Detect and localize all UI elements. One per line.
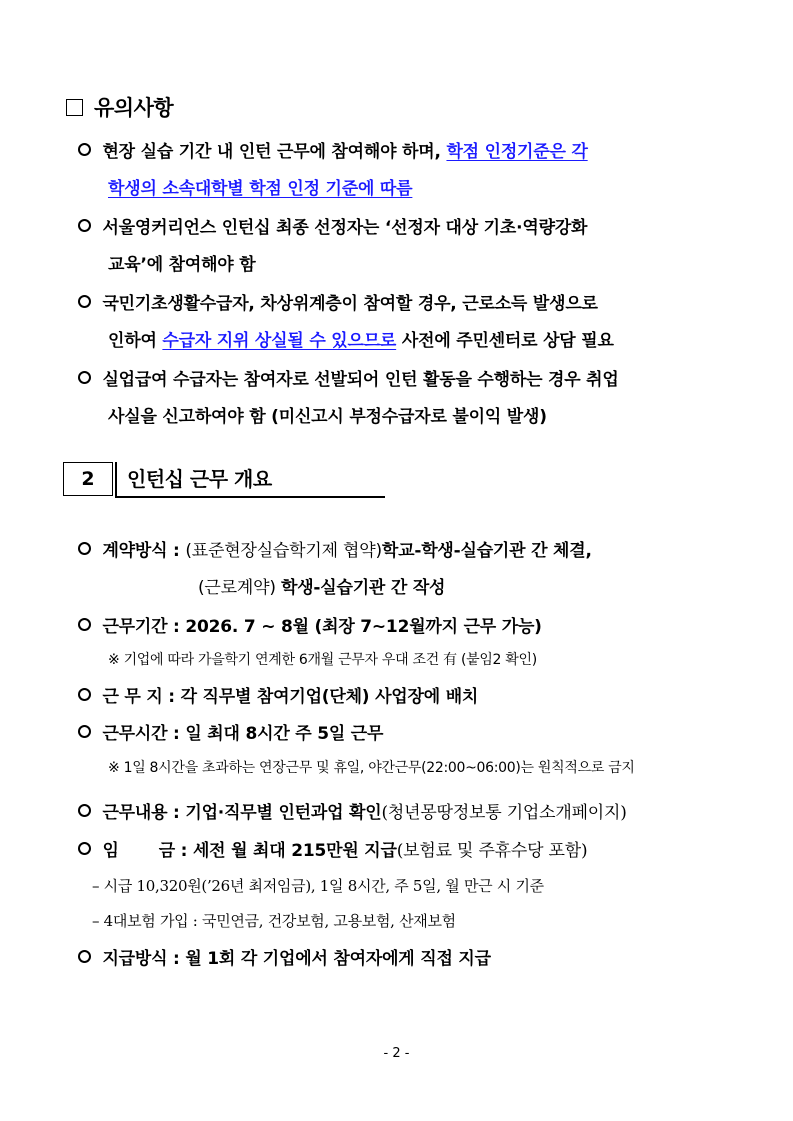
- notice-item-1-line1: 현장 실습 기간 내 인턴 근무에 참여해야 하며, 학점 인정기준은 각: [78, 137, 588, 162]
- wage-detail-2: – 4대보험 가입 : 국민연금, 건강보험, 고용보험, 산재보험: [92, 912, 456, 930]
- heading-underline: [115, 496, 385, 498]
- checkbox-square-icon: [66, 99, 83, 116]
- credit-criteria-highlight: 학점 인정기준은 각: [446, 142, 588, 162]
- notice-item-4-line2: 사실을 신고하여야 함 (미신고시 부정수급자로 불이익 발생): [108, 407, 547, 427]
- notice-item-3-line2: 인하여 수급자 지위 상실될 수 있으므로 사전에 주민센터로 상담 필요: [108, 331, 614, 351]
- notice-item-2-line1: 서울영커리언스 인턴십 최종 선정자는 ‘선정자 대상 기초·역량강화: [78, 213, 587, 238]
- wage: 임 금 : 세전 월 최대 215만원 지급(보험료 및 주휴수당 포함): [78, 836, 587, 861]
- work-period: 근무기간 : 2026. 7 ~ 8월 (최장 7~12월까지 근무 가능): [78, 612, 542, 637]
- heading-divider: [115, 462, 117, 496]
- circle-bullet-icon: [78, 725, 91, 738]
- work-hours-note: ※ 1일 8시간을 초과하는 연장근무 및 휴일, 야간근무(22:00~06:00)는 원칙적으로 금지: [108, 760, 635, 776]
- work-period-note: ※ 기업에 따라 가을학기 연계한 6개월 근무자 우대 조건 有 (붙임2 확인): [108, 652, 537, 668]
- circle-bullet-icon: [78, 219, 91, 232]
- work-duty: 근무내용 : 기업·직무별 인턴과업 확인(청년몽땅정보통 기업소개페이지): [78, 798, 627, 823]
- notice-item-3-line1: 국민기초생활수급자, 차상위계층이 참여할 경우, 근로소득 발생으로: [78, 289, 598, 314]
- section2-heading: [63, 462, 325, 498]
- contract-method-line1: 계약방식 : (표준현장실습학기제 협약)학교-학생-실습기관 간 체결,: [78, 536, 592, 561]
- circle-bullet-icon: [78, 950, 91, 963]
- circle-bullet-icon: [78, 542, 91, 555]
- section1-heading: [66, 92, 173, 122]
- circle-bullet-icon: [78, 842, 91, 855]
- page-number: - 2 -: [383, 1046, 410, 1061]
- circle-bullet-icon: [78, 295, 91, 308]
- section-number-box: 2: [63, 462, 113, 496]
- circle-bullet-icon: [78, 688, 91, 701]
- notice-item-4-line1: 실업급여 수급자는 참여자로 선발되어 인턴 활동을 수행하는 경우 취업: [78, 365, 619, 390]
- circle-bullet-icon: [78, 804, 91, 817]
- contract-method-line2: (근로계약) 학생-실습기관 간 작성: [198, 578, 446, 598]
- circle-bullet-icon: [78, 143, 91, 156]
- section1-title: 유의사항: [94, 96, 174, 120]
- circle-bullet-icon: [78, 618, 91, 631]
- work-location: 근 무 지 : 각 직무별 참여기업(단체) 사업장에 배치: [78, 682, 478, 707]
- notice-item-1-line2: [108, 174, 412, 199]
- wage-detail-1: – 시급 10,320원(’26년 최저임금), 1일 8시간, 주 5일, 월 만근 시 기준: [92, 877, 544, 895]
- section2-title: 인턴십 근무 개요: [127, 467, 272, 491]
- credit-criteria-highlight-cont: 학생의 소속대학별 학점 인정 기준에 따름: [108, 179, 413, 199]
- work-hours: 근무시간 : 일 최대 8시간 주 5일 근무: [78, 719, 383, 744]
- notice-item-2-line2: 교육’에 참여해야 함: [108, 255, 256, 275]
- benefit-loss-highlight: 수급자 지위 상실될 수 있으므로: [162, 331, 397, 351]
- payment-method: 지급방식 : 월 1회 각 기업에서 참여자에게 직접 지급: [78, 944, 491, 969]
- circle-bullet-icon: [78, 371, 91, 384]
